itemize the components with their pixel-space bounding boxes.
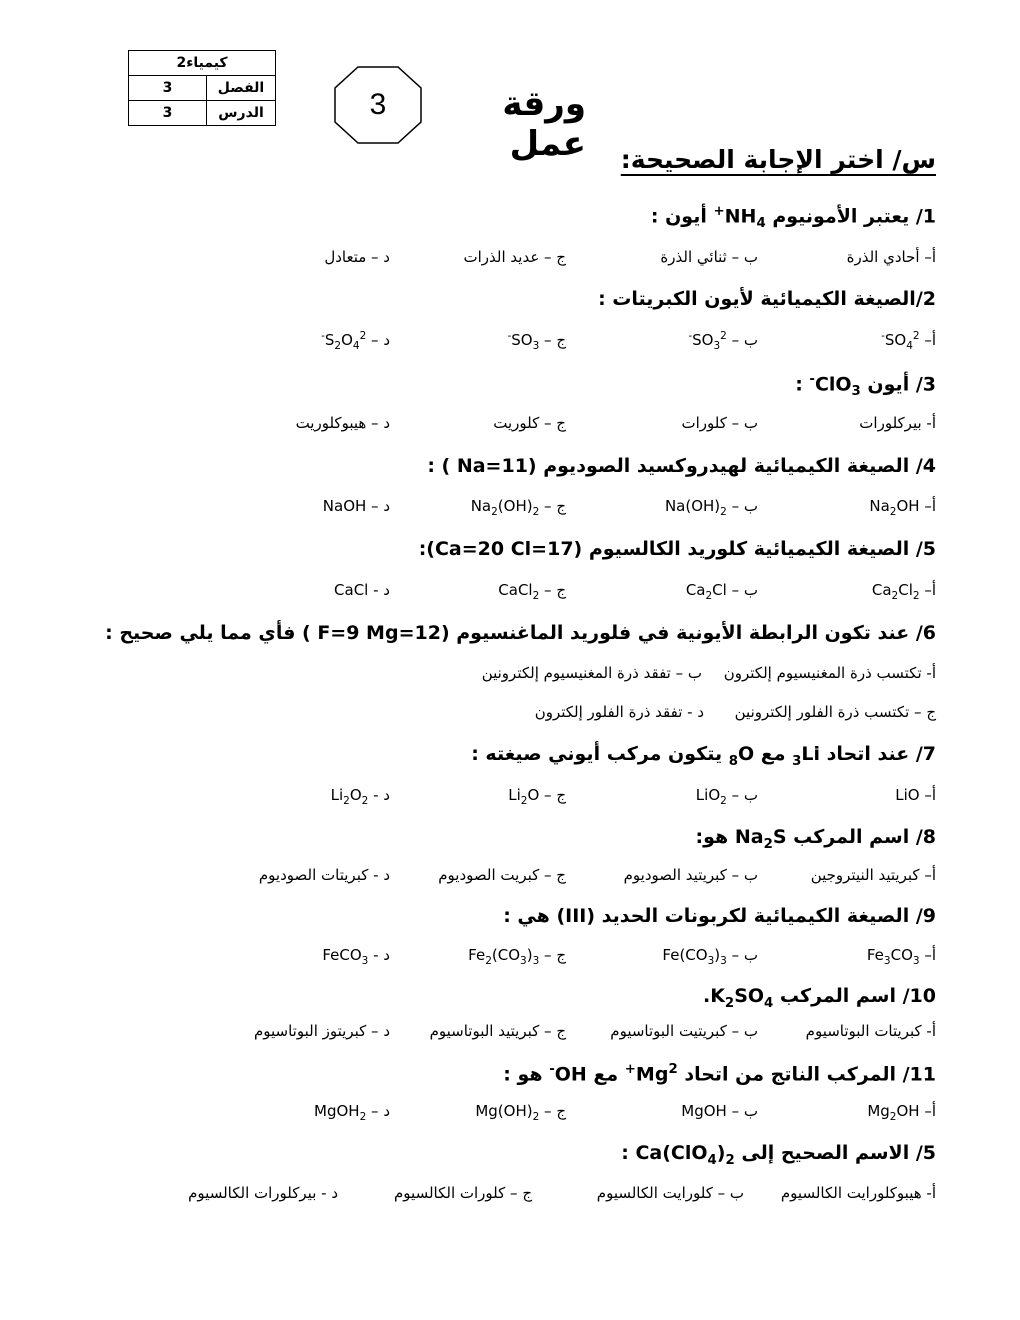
option-b[interactable]: ب – $Fe(CO_3)_3$ — [662, 946, 758, 967]
option-c[interactable]: ج – كبريت الصوديوم — [438, 866, 566, 884]
option-c[interactable]: ج – CaCl$_2$ — [498, 581, 566, 602]
question-7: 7/ عند اتحاد $_3$Li مع $_8$O يتكون مركب أيوني صيغته : — [471, 743, 936, 769]
question-12: 5/ الاسم الصحيح إلى $Ca(ClO_4)_2$ : — [621, 1142, 936, 1168]
option-a[interactable]: أ- تكتسب ذرة المغنيسيوم إلكترون — [723, 664, 936, 682]
option-b[interactable]: ب – $Na(OH)_2$ — [664, 497, 758, 518]
option-a[interactable]: أ– كبريتيد النيتروجين — [810, 866, 936, 884]
question-9: 9/ الصيغة الكيميائية لكربونات الحديد (III) هي : — [503, 905, 936, 927]
option-a[interactable]: أ– LiO — [895, 786, 936, 804]
option-b[interactable]: ب – LiO$_2$ — [695, 786, 758, 807]
option-b[interactable]: ب – كبريتيت البوتاسيوم — [610, 1022, 758, 1040]
question-10: 10/ اسم المركب $K_2SO_4$. — [702, 985, 936, 1011]
option-d[interactable]: د - FeCO$_3$ — [322, 946, 390, 967]
subject-cell: كيمياء2 — [129, 51, 276, 76]
option-c[interactable]: ج – $SO_3^-$ — [507, 330, 566, 352]
option-c[interactable]: ج – $Na_2(OH)_2$ — [470, 497, 566, 518]
question-5: 5/ الصيغة الكيميائية كلوريد الكالسيوم (Ca=20 Cl=17): — [418, 538, 936, 560]
options-4 — [80, 497, 936, 521]
option-c[interactable]: ج – كلورات الكالسيوم — [394, 1184, 532, 1202]
options-5 — [80, 581, 936, 605]
option-c[interactable]: ج – تكتسب ذرة الفلور إلكترونين — [734, 703, 936, 721]
question-8: 8/ اسم المركب $Na_2S$ هو: — [695, 826, 936, 852]
main-question: س/ اختر الإجابة الصحيحة: — [620, 145, 936, 174]
option-b[interactable]: ب – كلورايت الكالسيوم — [596, 1184, 744, 1202]
chapter-label: الفصل — [207, 76, 276, 101]
option-a[interactable]: أ– $Ca_2Cl_2$ — [871, 581, 936, 602]
option-d[interactable]: د – $S_2O_4^{2-}$ — [321, 330, 390, 352]
question-3: 3/ أيون ClO$_3$- : — [795, 372, 936, 400]
option-d[interactable]: د – هيبوكلوريت — [295, 414, 390, 432]
option-b[interactable]: ب – كلورات — [681, 414, 758, 432]
options-6a — [80, 664, 936, 688]
option-a[interactable]: أ– $Mg_2OH$ — [867, 1102, 936, 1123]
option-c[interactable]: ج – $Li_2O$ — [508, 786, 566, 807]
options-8 — [80, 866, 936, 890]
options-12 — [80, 1184, 936, 1208]
options-7 — [80, 786, 936, 810]
info-table — [128, 50, 276, 126]
option-a[interactable]: أ– $Fe_3CO_3$ — [866, 946, 936, 967]
option-d[interactable]: د - كبريتات الصوديوم — [258, 866, 390, 884]
options-1 — [80, 248, 936, 272]
question-1: 1/ يعتبر الأمونيوم $NH_4^+$ أيون : — [650, 204, 936, 232]
sheet-title: ورقة عمل — [502, 84, 586, 164]
options-6b — [80, 703, 936, 727]
question-2: 2/الصيغة الكيميائية لأيون الكبريتات : — [598, 288, 936, 310]
option-d[interactable]: د – MgOH$_2$ — [314, 1102, 390, 1123]
option-c[interactable]: ج – $Mg(OH)_2$ — [475, 1102, 566, 1123]
question-11: 11/ المركب الناتج من اتحاد $Mg^{2+}$ مع OH- هو : — [503, 1062, 936, 1086]
option-d[interactable]: د - بيركلورات الكالسيوم — [188, 1184, 338, 1202]
option-d[interactable]: د - تفقد ذرة الفلور إلكترون — [534, 703, 704, 721]
option-a[interactable]: أ– $Na_2OH$ — [869, 497, 936, 518]
option-a[interactable]: أ- بيركلورات — [859, 414, 936, 432]
option-d[interactable]: د - CaCl — [334, 581, 390, 599]
sheet-number-badge — [334, 66, 422, 144]
options-9 — [80, 946, 936, 970]
option-c[interactable]: ج – كبريتيد البوتاسيوم — [429, 1022, 566, 1040]
option-d[interactable]: د – NaOH — [322, 497, 390, 515]
option-b[interactable]: ب – MgOH — [681, 1102, 758, 1120]
option-c[interactable]: ج – $Fe_2(CO_3)_3$ — [468, 946, 566, 967]
option-d[interactable]: د - $Li_2O_2$ — [330, 786, 390, 807]
sheet-number: 3 — [369, 88, 387, 121]
question-6: 6/ عند تكون الرابطة الأيونية في فلوريد الماغنسيوم (F=9 Mg=12 ) فأي مما يلي صحيح : — [105, 622, 936, 644]
option-d[interactable]: د – كبريتوز البوتاسيوم — [253, 1022, 390, 1040]
option-a[interactable]: أ– $SO_4^{2-}$ — [881, 330, 936, 352]
option-c[interactable]: ج – عديد الذرات — [463, 248, 566, 266]
option-a[interactable]: أ– أحادي الذرة — [846, 248, 936, 266]
option-b[interactable]: ب – ثنائي الذرة — [660, 248, 758, 266]
option-b[interactable]: ب – $Ca_2Cl$ — [685, 581, 758, 602]
lesson-value: 3 — [129, 101, 207, 126]
option-d[interactable]: د – متعادل — [324, 248, 390, 266]
question-4: 4/ الصيغة الكيميائية لهيدروكسيد الصوديوم (Na=11 ) : — [427, 455, 936, 477]
option-a[interactable]: أ- هيبوكلورايت الكالسيوم — [780, 1184, 936, 1202]
option-b[interactable]: ب – تفقد ذرة المغنيسيوم إلكترونين — [481, 664, 702, 682]
options-10 — [80, 1022, 936, 1046]
chapter-value: 3 — [129, 76, 207, 101]
option-b[interactable]: ب – كبريتيد الصوديوم — [623, 866, 758, 884]
options-3 — [80, 414, 936, 438]
option-a[interactable]: أ- كبريتات البوتاسيوم — [805, 1022, 936, 1040]
option-c[interactable]: ج – كلوريت — [493, 414, 566, 432]
lesson-label: الدرس — [207, 101, 276, 126]
option-b[interactable]: ب – $SO_3^{2-}$ — [688, 330, 758, 352]
options-11 — [80, 1102, 936, 1126]
options-2 — [80, 330, 936, 354]
